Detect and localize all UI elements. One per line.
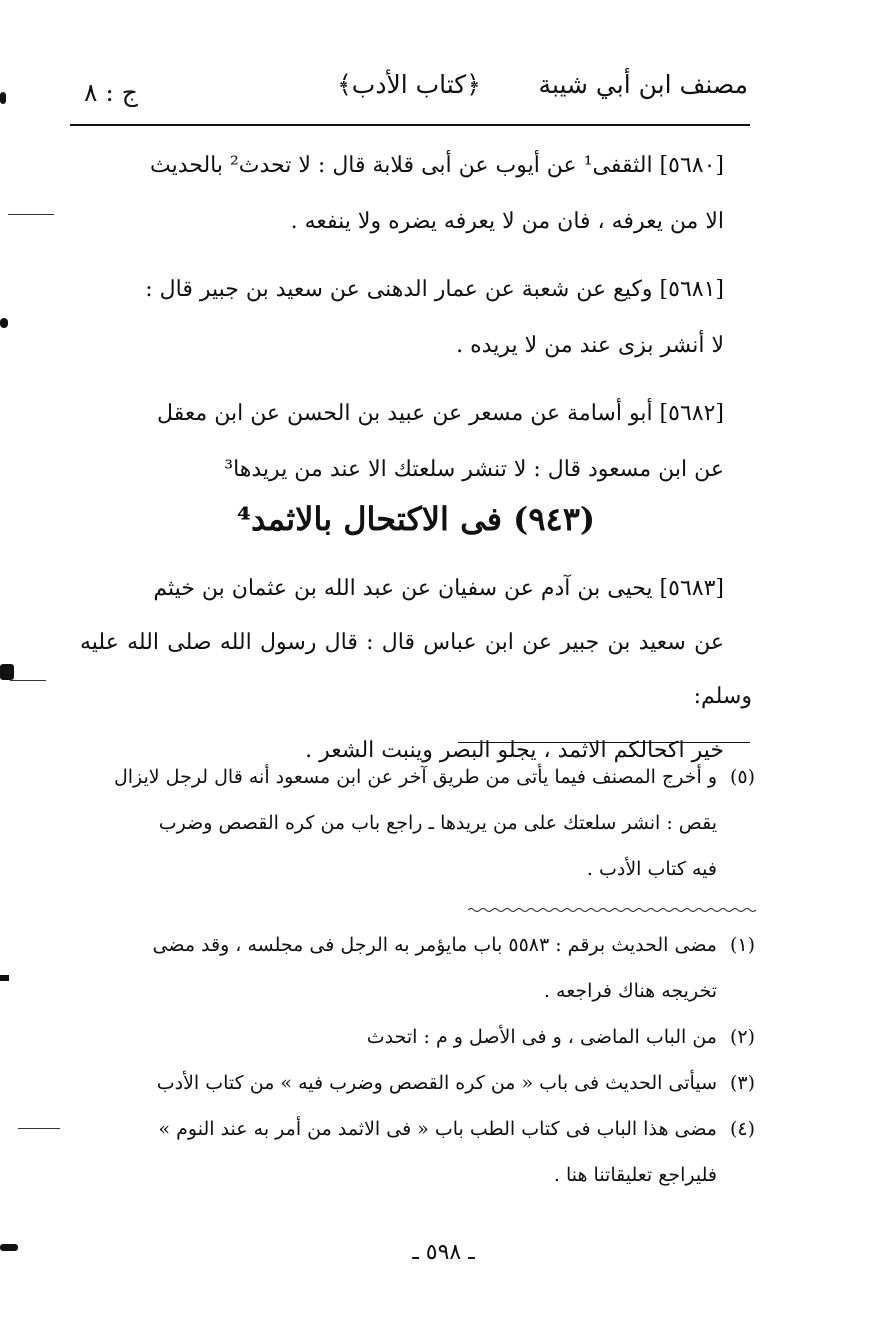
footnote-number: (٤) bbox=[729, 1118, 755, 1140]
footnote-3 bbox=[95, 1060, 755, 1106]
volume-number: ج : ٨ bbox=[84, 78, 138, 107]
scan-mark bbox=[0, 318, 8, 328]
hadith-5681 bbox=[80, 262, 752, 374]
footnote-line: فليراجع تعليقاتنا هنا . bbox=[553, 1164, 717, 1186]
hadith-5682 bbox=[80, 386, 752, 498]
footnote-line: و أخرج المصنف فيما يأتى من طريق آخر عن ابن مسعود أنه قال لرجل لايزال bbox=[113, 766, 717, 788]
page-number: ـ ٥٩٨ ـ bbox=[412, 1240, 475, 1265]
text-line: خير اكحالكم الاثمد ، يجلو البصر وينبت الشعر . bbox=[305, 738, 724, 763]
footnote-line: فيه كتاب الأدب . bbox=[586, 858, 717, 880]
book-title: مصنف ابن أبي شيبة bbox=[538, 70, 748, 99]
footnote-line: تخريجه هناك فراجعه . bbox=[543, 980, 717, 1002]
footnote-line: مضى هذا الباب فى كتاب الطب باب « فى الاثمد من أمر به عند النوم » bbox=[158, 1118, 717, 1140]
scan-mark bbox=[0, 1244, 18, 1251]
footnotes bbox=[95, 922, 755, 1198]
footnote-line: مضى الحديث برقم : ٥٥٨٣ باب مايؤمر به الرجل فى مجلسه ، وقد مضى bbox=[152, 934, 717, 956]
text-line: لا أنشر بزى عند من لا يريده . bbox=[456, 333, 724, 358]
scan-mark bbox=[10, 680, 46, 681]
editor-note bbox=[95, 754, 755, 892]
footnote-number: (٣) bbox=[729, 1072, 755, 1094]
footnote-separator bbox=[458, 742, 750, 743]
footnote-number: (٥) bbox=[729, 766, 755, 788]
footnote-line: سيأتى الحديث فى باب « من كره القصص وضرب فيه » من كتاب الأدب bbox=[156, 1072, 717, 1094]
scan-mark bbox=[8, 214, 54, 215]
scan-mark bbox=[18, 1128, 60, 1129]
footnote-number: (١) bbox=[729, 934, 755, 956]
footnote-number: (٢) bbox=[729, 1026, 755, 1048]
footnote-line: من الباب الماضى ، و فى الأصل و م : اتحدث bbox=[366, 1026, 717, 1048]
main-text-upper bbox=[80, 138, 752, 510]
hadith-5683 bbox=[80, 562, 752, 778]
footnote-4 bbox=[95, 1106, 755, 1198]
text-line: عن سعيد بن جبير عن ابن عباس قال : قال رسول الله صلى الله عليه وسلم: bbox=[80, 630, 752, 709]
hadith-5680 bbox=[80, 138, 752, 250]
scan-mark bbox=[0, 92, 6, 104]
text-line: عن ابن مسعود قال : لا تنشر سلعتك الا عند من يريدها³ bbox=[224, 457, 724, 482]
text-line: [٥٦٨١] وكيع عن شعبة عن عمار الدهنى عن سعيد بن جبير قال : bbox=[145, 277, 724, 302]
footnote-2 bbox=[95, 1014, 755, 1060]
wavy-separator bbox=[468, 906, 758, 914]
text-line: [٥٦٨٠] الثقفى¹ عن أيوب عن أبى قلابة قال : لا تحدث² بالحديث bbox=[149, 153, 724, 178]
running-header bbox=[70, 62, 748, 122]
footnote-line: يقص : انشر سلعتك على من يريدها ـ راجع باب من كره القصص وضرب bbox=[158, 812, 717, 834]
section-title: ﴿كتاب الأدب﴾ bbox=[337, 70, 481, 99]
header-rule bbox=[70, 124, 750, 126]
chapter-heading: (٩٤٣) فى الاكتحال بالاثمد⁴ bbox=[236, 500, 596, 538]
scan-mark bbox=[0, 664, 14, 680]
text-line: [٥٦٨٣] يحيى بن آدم عن سفيان عن عبد الله بن عثمان بن خيثم bbox=[153, 576, 724, 601]
scan-mark bbox=[0, 975, 9, 981]
text-line: [٥٦٨٢] أبو أسامة عن مسعر عن عبيد بن الحسن عن ابن معقل bbox=[157, 401, 724, 426]
footnote-1 bbox=[95, 922, 755, 1014]
text-line: الا من يعرفه ، فان من لا يعرفه يضره ولا ينفعه . bbox=[290, 209, 724, 234]
footnote-5 bbox=[95, 754, 755, 892]
